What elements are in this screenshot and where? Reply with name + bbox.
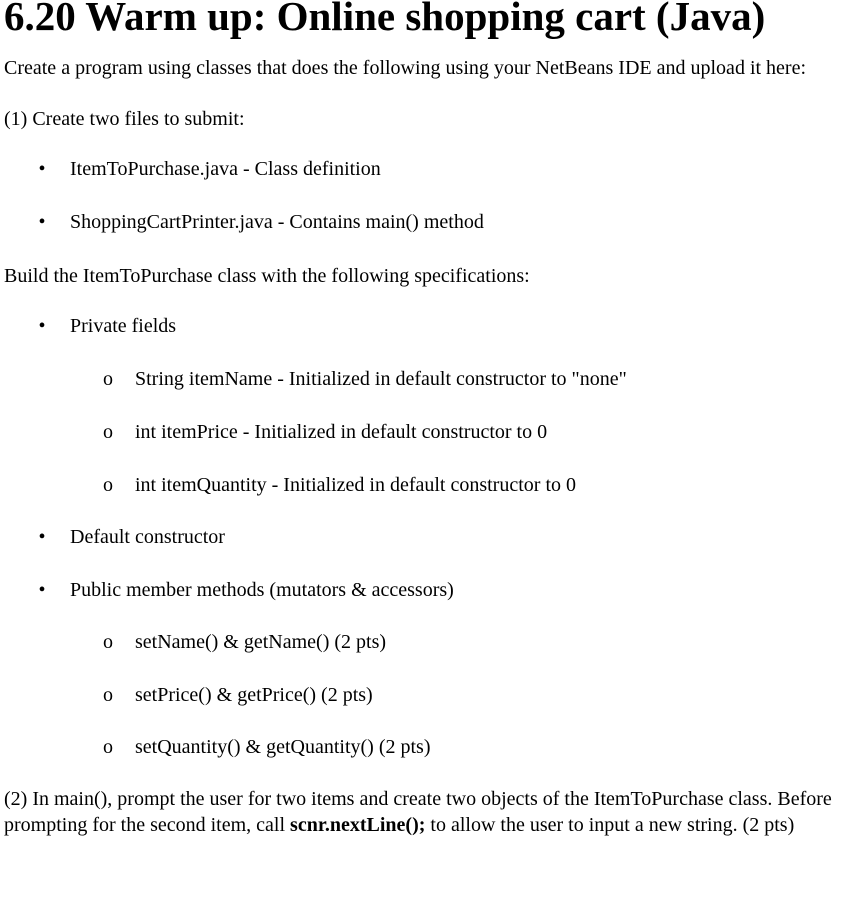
field-itemquantity-text: int itemQuantity - Initialized in default constructor to 0 — [135, 474, 576, 496]
list-item-field-itemquantity — [4, 472, 850, 498]
bullet-icon: • — [38, 526, 46, 548]
list-item-file-2 — [4, 209, 850, 235]
method-name-text: setName() & getName() (2 pts) — [135, 631, 387, 653]
bullet-icon: • — [38, 158, 46, 180]
files-list — [4, 156, 850, 235]
public-methods-label: Public member methods (mutators & accessors) — [70, 579, 454, 601]
step2-text-after: to allow the user to input a new string. (2 pts) — [425, 814, 795, 836]
list-item-method-quantity — [4, 734, 850, 760]
sub-bullet-icon: o — [103, 474, 113, 496]
list-item-public-methods — [4, 577, 850, 603]
public-methods-list — [4, 629, 850, 760]
list-item-field-itemprice — [4, 419, 850, 445]
sub-bullet-icon: o — [103, 368, 113, 390]
intro-paragraph: Create a program using classes that does the following using your NetBeans IDE and upload it here: — [4, 57, 807, 79]
method-price-text: setPrice() & getPrice() (2 pts) — [135, 684, 373, 706]
list-item-method-price — [4, 682, 850, 708]
private-fields-label: Private fields — [70, 315, 177, 337]
build-heading: Build the ItemToPurchase class with the following specifications: — [4, 265, 530, 287]
step2-text-before: (2) In main(), prompt the user for two items and create two objects of the ItemToPurchase class. Before prompting for the second item, call — [4, 788, 832, 836]
list-item-method-name — [4, 629, 850, 655]
bullet-icon: • — [38, 579, 46, 601]
step2-paragraph — [4, 786, 850, 838]
list-item-private-fields — [4, 313, 850, 339]
file-1-text: ItemToPurchase.java - Class definition — [70, 158, 381, 180]
method-quantity-text: setQuantity() & getQuantity() (2 pts) — [135, 736, 431, 758]
spec-list-continued — [4, 524, 850, 603]
step1-heading: (1) Create two files to submit: — [4, 108, 245, 130]
list-item-default-constructor — [4, 524, 850, 550]
list-item-field-itemname — [4, 366, 850, 392]
document-page — [4, 0, 850, 838]
sub-bullet-icon: o — [103, 631, 113, 653]
field-itemprice-text: int itemPrice - Initialized in default constructor to 0 — [135, 421, 548, 443]
sub-bullet-icon: o — [103, 736, 113, 758]
file-2-text: ShoppingCartPrinter.java - Contains main() method — [70, 211, 484, 233]
default-constructor-label: Default constructor — [70, 526, 225, 548]
private-fields-list — [4, 366, 850, 498]
sub-bullet-icon: o — [103, 421, 113, 443]
field-itemname-text: String itemName - Initialized in default constructor to "none" — [135, 368, 627, 390]
bullet-icon: • — [38, 315, 46, 337]
spec-list — [4, 313, 850, 339]
list-item-file-1 — [4, 156, 850, 182]
step2-code: scnr.nextLine(); — [290, 814, 426, 836]
bullet-icon: • — [38, 211, 46, 233]
sub-bullet-icon: o — [103, 684, 113, 706]
page-title: 6.20 Warm up: Online shopping cart (Java) — [4, 0, 766, 39]
